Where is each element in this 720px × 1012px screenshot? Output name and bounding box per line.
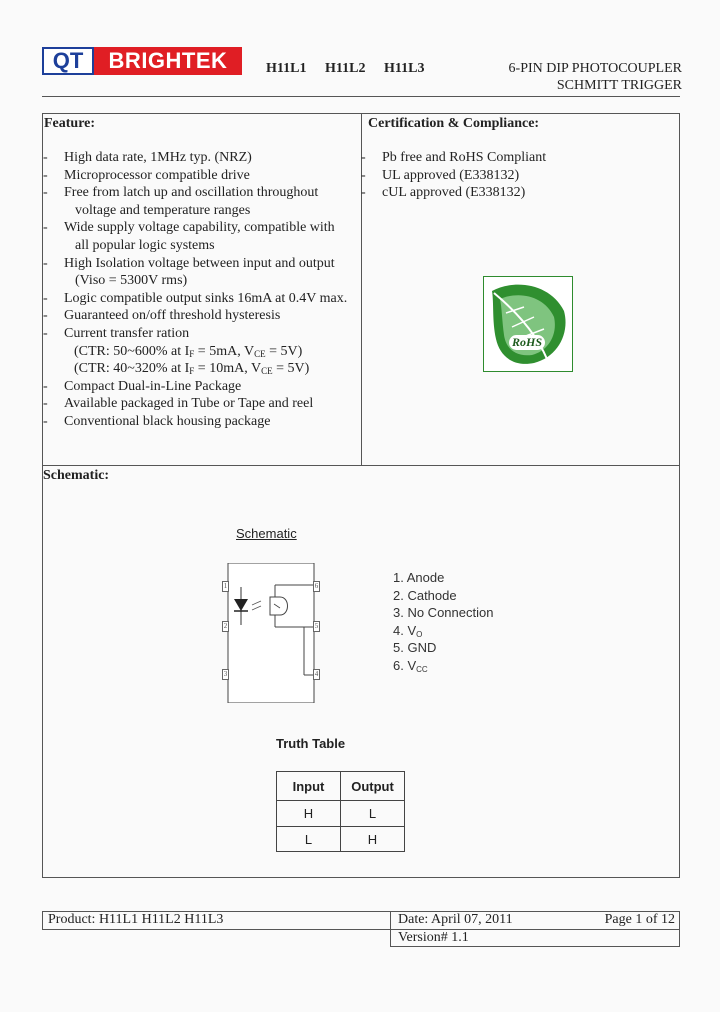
rohs-label: RoHS bbox=[509, 335, 545, 350]
list-item-text: Available packaged in Tube or Tape and reel bbox=[64, 396, 314, 412]
part-number-2: H11L2 bbox=[325, 61, 366, 76]
pin-label-2 bbox=[393, 587, 493, 605]
list-item-text: Conventional black housing package bbox=[64, 413, 271, 429]
list-item-text: Logic compatible output sinks 16mA at 0.4V max. bbox=[64, 290, 348, 306]
title-line-1: 6-PIN DIP PHOTOCOUPLER bbox=[508, 61, 682, 76]
logo-qt: QT bbox=[42, 47, 94, 75]
list-item bbox=[43, 413, 359, 431]
list-item-text: Compact Dual-in-Line Package bbox=[64, 378, 242, 394]
part-number-1: H11L1 bbox=[266, 61, 307, 76]
ctr-text: = 5mA, V bbox=[194, 343, 255, 359]
pin-6-marker: 6 bbox=[314, 582, 319, 590]
pin-1-marker: 1 bbox=[223, 582, 228, 590]
pin-label-3 bbox=[393, 604, 493, 622]
list-item bbox=[43, 395, 359, 413]
footer-version: Version# 1.1 bbox=[398, 930, 469, 945]
pin-4-marker: 4 bbox=[314, 670, 319, 678]
feature-title: Feature: bbox=[44, 116, 96, 131]
pin-label-text: 4. V bbox=[393, 622, 417, 638]
list-item bbox=[43, 167, 359, 185]
ctr-condition bbox=[74, 360, 359, 378]
list-item-continuation: voltage and temperature ranges bbox=[75, 202, 251, 218]
list-item bbox=[43, 290, 359, 308]
footer-date: Date: April 07, 2011 bbox=[398, 912, 513, 927]
leaf-icon bbox=[484, 277, 572, 371]
pin-2-marker: 2 bbox=[223, 622, 228, 630]
list-item bbox=[43, 149, 359, 167]
ctr-text: = 5V) bbox=[272, 361, 310, 377]
table-row bbox=[277, 827, 405, 852]
pin-label-text: 3. No Connection bbox=[393, 605, 494, 620]
bullet-dash: - bbox=[43, 290, 48, 306]
pin-label-6 bbox=[393, 657, 493, 675]
schematic-diagram bbox=[220, 563, 322, 703]
truth-table-header-input: Input bbox=[277, 772, 341, 801]
truth-table-cell: H bbox=[277, 801, 341, 827]
list-item-continuation: (Viso = 5300V rms) bbox=[75, 273, 188, 289]
bullet-dash: - bbox=[43, 255, 48, 271]
list-item bbox=[361, 184, 661, 202]
ctr-text: (CTR: 40~320% at I bbox=[74, 361, 190, 377]
bullet-dash: - bbox=[43, 378, 48, 394]
ctr-condition bbox=[74, 343, 359, 361]
list-item bbox=[361, 149, 661, 167]
rohs-logo bbox=[483, 276, 573, 372]
bullet-dash: - bbox=[361, 150, 366, 165]
ctr-text: = 10mA, V bbox=[194, 361, 262, 377]
list-item bbox=[43, 307, 359, 325]
truth-table-cell: L bbox=[341, 801, 405, 827]
list-item-continuation: all popular logic systems bbox=[75, 237, 215, 253]
pin-list bbox=[393, 569, 493, 674]
truth-table-title: Truth Table bbox=[276, 736, 346, 751]
bullet-dash: - bbox=[43, 413, 48, 429]
section-divider bbox=[42, 877, 680, 878]
ctr-text: (CTR: 50~600% at I bbox=[74, 343, 190, 359]
list-item bbox=[43, 219, 359, 254]
bullet-dash: - bbox=[43, 185, 48, 201]
bullet-dash: - bbox=[361, 167, 366, 183]
pin-5-marker: 5 bbox=[314, 622, 319, 630]
list-item bbox=[43, 325, 359, 343]
list-item bbox=[43, 184, 359, 219]
bullet-dash: - bbox=[43, 308, 48, 324]
list-item bbox=[43, 343, 359, 361]
ctr-text: = 5V) bbox=[265, 343, 303, 359]
list-item-text: High Isolation voltage between input and output bbox=[64, 255, 335, 271]
logo-brand: BRIGHTEK bbox=[94, 47, 242, 75]
list-item bbox=[43, 378, 359, 396]
truth-table-cell: L bbox=[277, 827, 341, 852]
list-item bbox=[361, 167, 661, 185]
pin-label-1 bbox=[393, 569, 493, 587]
subscript: F bbox=[189, 348, 195, 359]
list-item-text: High data rate, 1MHz typ. (NRZ) bbox=[64, 150, 252, 165]
list-item bbox=[43, 255, 359, 290]
list-item-text: Pb free and RoHS Compliant bbox=[382, 150, 547, 165]
list-item-text: Free from latch up and oscillation throughout bbox=[64, 185, 319, 201]
subscript: CC bbox=[416, 664, 428, 674]
subscript: CE bbox=[254, 348, 266, 359]
truth-table-header-output: Output bbox=[341, 772, 405, 801]
bullet-dash: - bbox=[43, 167, 48, 183]
subscript: CE bbox=[261, 366, 273, 377]
bullet-dash: - bbox=[43, 325, 48, 341]
truth-table bbox=[276, 771, 405, 852]
list-item-text: Wide supply voltage capability, compatible with bbox=[64, 220, 335, 236]
list-item-text: cUL approved (E338132) bbox=[382, 185, 526, 201]
document-title bbox=[509, 60, 682, 94]
footer-product: Product: H11L1 H11L2 H11L3 bbox=[48, 912, 224, 927]
pin-label-5 bbox=[393, 639, 493, 657]
pin-label-4 bbox=[393, 622, 493, 640]
title-line-2: SCHMITT TRIGGER bbox=[556, 78, 682, 93]
header-divider bbox=[42, 96, 680, 97]
schematic-figure-title: Schematic bbox=[236, 526, 297, 541]
pin-3-marker: 3 bbox=[223, 670, 228, 678]
bullet-dash: - bbox=[43, 220, 48, 236]
certification-list bbox=[361, 149, 661, 202]
list-item bbox=[43, 360, 359, 378]
schematic-title: Schematic: bbox=[43, 468, 110, 483]
pin-label-text: 1. Anode bbox=[393, 570, 445, 585]
part-number-3: H11L3 bbox=[384, 61, 425, 76]
table-row bbox=[277, 801, 405, 827]
bullet-dash: - bbox=[361, 185, 366, 201]
feature-list bbox=[43, 149, 359, 431]
certification-title: Certification & Compliance: bbox=[368, 116, 540, 131]
pin-label-text: 5. GND bbox=[393, 640, 437, 655]
list-item-text: UL approved (E338132) bbox=[382, 167, 520, 183]
list-item-text: Current transfer ration bbox=[64, 325, 190, 341]
list-item-text: Guaranteed on/off threshold hysteresis bbox=[64, 308, 281, 324]
truth-table-cell: H bbox=[341, 827, 405, 852]
company-logo bbox=[42, 47, 242, 75]
subscript: O bbox=[416, 629, 423, 639]
subscript: F bbox=[189, 366, 195, 377]
pin-label-text: 2. Cathode bbox=[393, 587, 457, 603]
list-item-text: Microprocessor compatible drive bbox=[64, 167, 250, 183]
bullet-dash: - bbox=[43, 396, 48, 412]
footer-page-number: Page 1 of 12 bbox=[604, 912, 675, 927]
pin-label-text: 6. V bbox=[393, 657, 417, 673]
bullet-dash: - bbox=[43, 150, 48, 165]
